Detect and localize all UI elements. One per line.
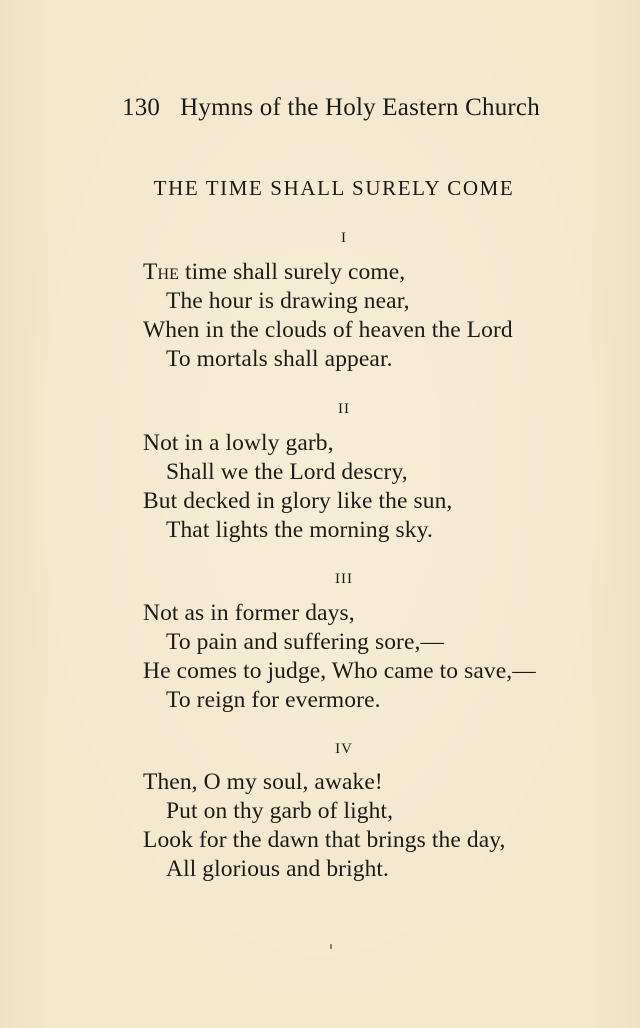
running-head [122,94,540,122]
stanza-2-line-2: Shall we the Lord descry, [166,459,408,485]
stanza-4-line-3: Look for the dawn that brings the day, [143,827,506,853]
stanza-4-line-4: All glorious and bright. [166,856,390,882]
stanza-3-line-1: Not as in former days, [143,600,355,626]
drop-word: The [143,259,179,285]
stanza-1-line-2: The hour is drawing near, [166,288,410,314]
stanza-1-line-4: To mortals shall appear. [166,346,393,372]
stanza-4-line-2: Put on thy garb of light, [166,798,394,824]
stanza-numeral-3: III [335,571,353,587]
stanza-numeral-4: IV [335,741,353,757]
stanza-3-line-4: To reign for evermore. [166,687,381,713]
hymn-title: THE TIME SHALL SURELY COME [153,176,515,200]
stanza-2-line-4: That lights the morning sky. [166,517,433,543]
stanza-numeral-2: II [338,401,350,417]
stanza-3-line-2: To pain and suffering sore,— [166,629,445,655]
stanza-1-line-1 [143,259,405,286]
stanza-2-line-3: But decked in glory like the sun, [143,488,453,514]
stanza-1-line-3: When in the clouds of heaven the Lord [143,317,513,343]
stanza-4-line-1: Then, O my soul, awake! [143,769,383,795]
stanza-3-line-3: He comes to judge, Who came to save,— [143,658,536,684]
page-number: 130 [122,94,161,121]
stanza-1-line-1-rest: time shall surely come, [178,259,406,285]
ink-speck [330,944,332,949]
stanza-numeral-1: I [341,230,347,246]
stanza-2-line-1: Not in a lowly garb, [143,430,334,456]
book-title: Hymns of the Holy Eastern Church [180,94,540,121]
